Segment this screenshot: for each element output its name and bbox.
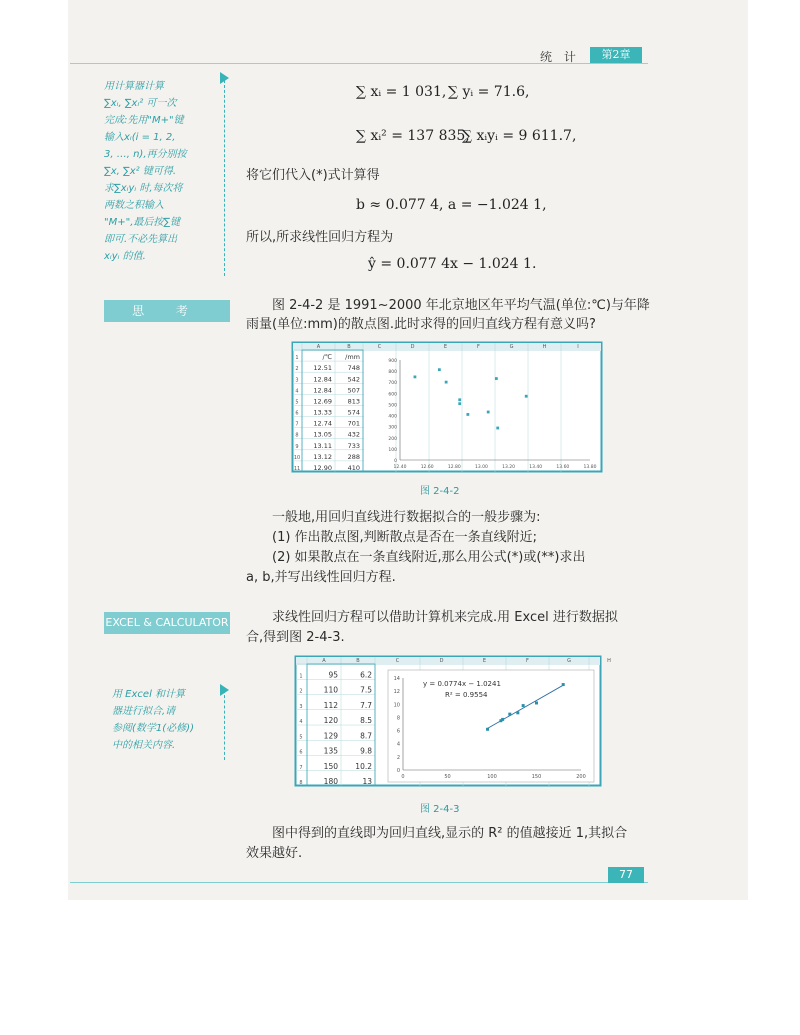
figure-2-4-3-caption: 图 2-4-3 xyxy=(420,804,460,815)
row-number: 1 xyxy=(299,673,303,680)
row-number: 3 xyxy=(299,703,303,710)
note-line: 完成:先用"M+"键 xyxy=(104,115,184,126)
y-tick-label: 14 xyxy=(393,676,400,682)
table-cell: 13 xyxy=(362,777,372,786)
column-header: F xyxy=(526,658,529,664)
scatter-point xyxy=(522,704,525,707)
y-tick-label: 600 xyxy=(388,392,397,398)
table-cell: 13.11 xyxy=(313,441,332,450)
row-number: 5 xyxy=(299,734,303,741)
think-question-line1: 图 2-4-2 是 1991~2000 年北京地区年平均气温(单位:℃)与年降 xyxy=(272,298,650,313)
x-tick-label: 13.60 xyxy=(556,465,570,470)
formula-sum-x2: ∑ xᵢ² = 137 835, xyxy=(356,128,470,144)
column-header: C xyxy=(395,658,400,664)
y-tick-label: 10 xyxy=(393,702,400,709)
x-tick-label: 12.40 xyxy=(393,465,407,470)
chapter-badge: 第2章 xyxy=(590,47,642,63)
scatter-point xyxy=(525,395,528,398)
trendline-equation-label: y = 0.0774x − 1.0241 xyxy=(423,680,501,688)
note-line: 求∑xᵢyᵢ 时,每次将 xyxy=(104,183,183,194)
column-header: F xyxy=(477,344,480,350)
scatter-point xyxy=(487,411,490,414)
final-text-line2: 效果越好. xyxy=(246,846,303,861)
x-tick-label: 12.80 xyxy=(447,465,461,470)
table-cell: 288 xyxy=(347,452,360,461)
note-line: xᵢyᵢ 的值. xyxy=(104,251,146,262)
column-header: E xyxy=(443,344,448,350)
step-2-line2: a, b,并写出线性回归方程. xyxy=(246,570,396,585)
note-line: 即可.不必先算出 xyxy=(104,234,178,245)
scatter-point xyxy=(486,728,489,731)
table-cell: 410 xyxy=(347,464,360,472)
note-line: "M+",最后按∑键 xyxy=(104,217,181,228)
formula-sum-x: ∑ xᵢ = 1 031, xyxy=(356,84,447,100)
table-cell: 180 xyxy=(323,777,338,786)
table-cell: 542 xyxy=(347,375,360,384)
scatter-point xyxy=(445,381,448,384)
x-tick-label: 200 xyxy=(576,774,586,780)
table-cell: 813 xyxy=(347,397,360,406)
spreadsheet-frame xyxy=(293,343,602,472)
scatter-point xyxy=(495,377,498,380)
table-cell: 12.90 xyxy=(313,464,332,472)
row-number: 6 xyxy=(295,410,299,417)
row-number: 4 xyxy=(299,719,303,725)
y-tick-label: 300 xyxy=(388,425,397,431)
y-tick-label: 4 xyxy=(396,741,400,748)
r-squared-label: R² = 0.9554 xyxy=(445,691,488,699)
table-cell: 112 xyxy=(323,700,338,710)
formula-sum-xy: ∑ xᵢyᵢ = 9 611.7, xyxy=(462,128,577,144)
column-header: H xyxy=(607,658,611,664)
note-line: 输入xᵢ(i = 1, 2, xyxy=(104,132,176,143)
scatter-point xyxy=(501,718,504,721)
scatter-point xyxy=(535,701,538,704)
scatter-point xyxy=(496,427,499,430)
scatter-point xyxy=(466,413,469,416)
scatter-point xyxy=(414,375,417,378)
note-line: 用计算器计算 xyxy=(104,81,164,92)
formula-sum-y: ∑ yᵢ = 71.6, xyxy=(448,84,530,100)
table-cell: 12.84 xyxy=(313,386,332,395)
x-tick-label: 150 xyxy=(531,774,542,780)
think-tag: 思 考 xyxy=(104,300,230,322)
table-cell: 129 xyxy=(323,731,338,741)
x-tick-label: 0 xyxy=(401,774,405,780)
note-line: 器进行拟合,请 xyxy=(112,706,176,717)
page-number: 77 xyxy=(608,867,644,883)
y-tick-label: 700 xyxy=(388,381,397,387)
scatter-point xyxy=(562,683,565,686)
steps-intro: 一般地,用回归直线进行数据拟合的一般步骤为: xyxy=(272,510,541,525)
therefore-text: 所以,所求线性回归方程为 xyxy=(246,230,394,245)
table-cell: 8.7 xyxy=(360,731,372,741)
column-header: G xyxy=(509,344,514,350)
row-number: 3 xyxy=(295,377,299,384)
x-tick-label: 13.20 xyxy=(502,465,516,470)
table-cell: 8.5 xyxy=(360,716,372,725)
y-tick-label: 2 xyxy=(396,754,400,761)
excel-text-line1: 求线性回归方程可以借助计算机来完成.用 Excel 进行数据拟 xyxy=(272,610,618,625)
table-cell: 701 xyxy=(347,419,360,428)
scatter-point xyxy=(438,368,441,371)
note-line: 3, …, n),再分别按 xyxy=(104,149,187,160)
scatter-point xyxy=(458,402,461,405)
excel-calculator-tag: EXCEL & CALCULATOR xyxy=(104,612,230,634)
table-cell: 12.51 xyxy=(313,364,332,373)
row-number: 5 xyxy=(295,399,299,406)
note-line: 用 Excel 和计算 xyxy=(112,689,186,700)
y-tick-label: 200 xyxy=(388,436,397,442)
column-header: B xyxy=(356,658,360,664)
table-cell: 12.84 xyxy=(313,375,332,384)
column-header: A xyxy=(322,658,326,664)
row-number: 11 xyxy=(293,466,301,472)
y-tick-label: 8 xyxy=(396,715,400,722)
excel-text-line2: 合,得到图 2-4-3. xyxy=(246,630,345,645)
row-number: 9 xyxy=(295,443,299,450)
row-number: 2 xyxy=(295,366,299,373)
step-1: (1) 作出散点图,判断散点是否在一条直线附近; xyxy=(272,530,538,545)
y-tick-label: 0 xyxy=(394,459,397,464)
column-header: E xyxy=(482,658,487,664)
table-cell: 748 xyxy=(347,364,360,373)
column-header: B xyxy=(347,344,351,350)
row-number: 10 xyxy=(293,454,301,461)
calculator-note-arrow-icon xyxy=(220,72,229,84)
column-header: C xyxy=(377,344,382,350)
table-cell: 150 xyxy=(323,761,338,771)
figure-2-4-3 xyxy=(295,656,611,786)
x-tick-label: 100 xyxy=(487,774,497,780)
table-cell: 13.33 xyxy=(313,408,332,417)
y-tick-label: 500 xyxy=(388,403,397,409)
y-tick-label: 100 xyxy=(388,447,397,453)
figure-2-4-2-caption: 图 2-4-2 xyxy=(420,486,460,497)
table-cell: 507 xyxy=(347,386,360,395)
table-cell: /mm xyxy=(345,353,360,362)
table-cell: 10.2 xyxy=(355,761,372,771)
row-number: 8 xyxy=(295,432,299,439)
table-cell: 110 xyxy=(323,685,338,695)
calculator-note xyxy=(104,78,224,265)
row-number: 4 xyxy=(295,388,299,395)
think-question-line2: 雨量(单位:mm)的散点图.此时求得的回归直线方程有意义吗? xyxy=(246,317,596,332)
row-number: 8 xyxy=(299,780,303,786)
excel-note xyxy=(112,686,224,754)
column-header: I xyxy=(577,344,579,350)
y-tick-label: 800 xyxy=(388,370,397,376)
header-rule xyxy=(70,63,648,64)
table-cell: 13.12 xyxy=(313,452,332,461)
column-header: A xyxy=(316,344,321,350)
row-number: 6 xyxy=(299,749,303,756)
formula-regression-equation: ŷ = 0.077 4x − 1.024 1. xyxy=(368,256,537,272)
note-line: 中的相关内容. xyxy=(112,740,176,751)
header-section: 统 计 xyxy=(540,50,580,64)
column-header: H xyxy=(542,344,547,350)
x-tick-label: 13.40 xyxy=(529,465,543,470)
table-cell: 574 xyxy=(347,408,360,417)
table-cell: 95 xyxy=(328,670,338,680)
row-number: 2 xyxy=(299,688,303,695)
scatter-point xyxy=(508,713,511,716)
x-tick-label: 50 xyxy=(444,774,451,780)
table-cell: 12.69 xyxy=(313,397,332,406)
column-header: D xyxy=(439,658,444,664)
table-cell: 9.8 xyxy=(360,746,372,756)
y-tick-label: 400 xyxy=(388,414,397,420)
row-number: 7 xyxy=(295,421,299,428)
substitute-text: 将它们代入(*)式计算得 xyxy=(246,168,380,183)
y-tick-label: 6 xyxy=(396,728,400,735)
step-2-line1: (2) 如果散点在一条直线附近,那么用公式(*)或(**)求出 xyxy=(272,550,586,565)
table-cell: 120 xyxy=(323,716,338,725)
y-tick-label: 900 xyxy=(388,359,397,364)
y-tick-label: 12 xyxy=(393,689,400,696)
x-tick-label: 13.00 xyxy=(474,465,488,470)
excel-note-arrow-icon xyxy=(220,684,229,696)
formula-coefficients: b ≈ 0.077 4, a = −1.024 1, xyxy=(356,197,547,213)
table-cell: 733 xyxy=(347,441,360,450)
column-header: G xyxy=(567,658,571,664)
y-tick-label: 0 xyxy=(396,768,400,774)
table-cell: 6.2 xyxy=(360,670,372,680)
note-line: 参阅(数学1(必修)) xyxy=(112,723,194,734)
figure-2-4-2 xyxy=(292,342,602,472)
table-cell: 135 xyxy=(323,746,338,756)
table-cell: 7.7 xyxy=(360,700,372,710)
table-cell: 12.74 xyxy=(313,419,332,428)
table-cell: /℃ xyxy=(322,353,332,362)
row-number: 1 xyxy=(295,355,299,362)
x-tick-label: 12.60 xyxy=(420,465,434,470)
note-line: ∑x, ∑x² 键可得. xyxy=(104,166,177,177)
scatter-point xyxy=(516,711,519,714)
final-text-line1: 图中得到的直线即为回归直线,显示的 R² 的值越接近 1,其拟合 xyxy=(272,826,628,841)
row-number: 7 xyxy=(299,764,303,771)
scatter-point xyxy=(458,398,461,401)
footer-rule xyxy=(70,882,648,883)
column-header: D xyxy=(410,344,415,350)
table-cell: 7.5 xyxy=(360,685,372,695)
note-line: 两数之积输入 xyxy=(104,200,164,211)
table-cell: 432 xyxy=(347,430,360,439)
note-line: ∑xᵢ, ∑xᵢ² 可一次 xyxy=(104,98,177,109)
x-tick-label: 13.80 xyxy=(583,465,597,470)
table-cell: 13.05 xyxy=(313,430,332,439)
